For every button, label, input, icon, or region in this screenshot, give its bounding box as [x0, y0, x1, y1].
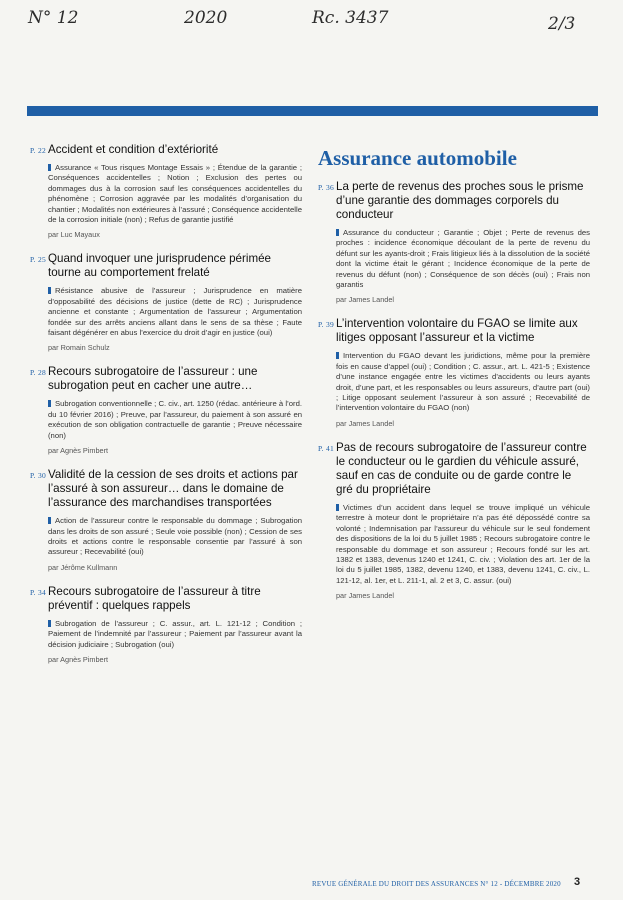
- article-title: Recours subrogatoire de l’assureur : une subrogation peut en cacher une autre…: [48, 365, 258, 393]
- page-ref: P. 28: [30, 368, 47, 378]
- bullet-marker-icon: [336, 352, 339, 359]
- article-p30: [30, 468, 302, 572]
- bullet-marker-icon: [336, 229, 339, 236]
- bullet-marker-icon: [48, 517, 51, 524]
- section-title: Assurance automobile: [318, 146, 517, 170]
- article-title: Recours subrogatoire de l’assureur à titre préventif : quelques rappels: [48, 584, 261, 612]
- article-keywords-text: Assurance du conducteur ; Garantie ; Objet ; Perte de revenus des proches : incidence économique découlant de la perte de revenu du défunt sur les ayants-droit ; Frais litigieux liés à la dissolution de la société dont la victime était le gérant ; Incidence économique de la perte de revenus du défunt (non) ; Conséquence de son décès (oui) ; Frais non garantis: [336, 228, 590, 290]
- handwritten-pages: 2/3: [548, 14, 576, 34]
- page-number: 3: [574, 876, 581, 888]
- left-column: [30, 143, 302, 677]
- handwritten-year: 2020: [184, 8, 228, 28]
- page-ref: P. 36: [318, 183, 335, 192]
- article-keywords-text: Action de l’assureur contre le responsable du dommage ; Subrogation dans les droits de son assuré ; Seule voie possible (non) ; Cession de ses droits et actions contre le responsable consentie par l’assuré à son assureur ; Recevabilité (oui): [48, 516, 302, 557]
- bullet-marker-icon: [48, 287, 51, 294]
- article-title: Quand invoquer une jurisprudence périmée tourne au comportement frelaté: [48, 252, 271, 280]
- bullet-marker-icon: [336, 504, 339, 511]
- article-p25: [30, 252, 302, 352]
- article-author: par Jérôme Kullmann: [48, 562, 118, 572]
- article-author: par Agnès Pimbert: [48, 446, 109, 456]
- handwritten-number: N° 12: [28, 8, 79, 28]
- journal-footer: REVUE GÉNÉRALE DU DROIT DES ASSURANCES N° 12 - DÉCEMBRE 2020: [312, 880, 561, 888]
- article-author: par James Landel: [336, 295, 395, 305]
- article-keywords: [336, 351, 590, 413]
- right-column: [318, 143, 590, 613]
- article-keywords: [48, 516, 302, 558]
- handwritten-reference: Rc. 3437: [312, 8, 389, 28]
- page-ref: P. 34: [30, 587, 47, 597]
- header-rule: [27, 106, 598, 116]
- page-ref: P. 41: [318, 443, 335, 453]
- article-author: par Agnès Pimbert: [48, 654, 109, 664]
- article-keywords-text: Assurance « Tous risques Montage Essais » ; Étendue de la garantie ; Conséquences accidentelles ; Notion ; Exclusion des pertes ou dommages dus à la corrosion sauf les conséquences accidentelles du phénomène ; Corrosion aggravée par les modalités d’organisation du chantier ; Modalités non extérieures à l’assuré ; Conséquence accidentelle de la corrosion initiale (non) ; Refus de garantie justifié: [48, 163, 302, 225]
- article-p34: [30, 585, 302, 664]
- article-keywords-text: Intervention du FGAO devant les juridictions, même pour la première fois en cause d’appel (oui) ; Condition ; C. assur., art. L. 421-5 ; Existence d’une instance engagée entre les victimes d’accidents ou leurs ayants droit, d’une part, et les responsables ou leurs assureurs, d’autre part (oui) ; Litige opposant seulement l’assureur à son assuré ; Recevabilité de l’intervention volontaire du FGAO (non): [336, 351, 590, 413]
- page-ref: P. 25: [30, 255, 47, 265]
- article-keywords: [336, 228, 590, 290]
- article-title: Pas de recours subrogatoire de l’assureur contre le conducteur ou le gardien du véhicule assuré, sauf en cas de conduite ou de garde contre le gré du propriétaire: [336, 440, 587, 496]
- article-keywords-text: Subrogation de l’assureur ; C. assur., art. L. 121-12 ; Condition ; Paiement de l’indemnité par l’assureur ; Paiement par l’assureur avant la décision judiciaire ; Subrogation (oui): [48, 618, 302, 649]
- article-title: Accident et condition d’extériorité: [48, 143, 219, 156]
- article-p36: [318, 180, 590, 304]
- article-p39: [318, 317, 590, 427]
- article-keywords: [48, 286, 302, 338]
- article-keywords: [48, 619, 302, 650]
- page-ref: P. 30: [30, 471, 47, 481]
- article-keywords-text: Victimes d’un accident dans lequel se trouve impliqué un véhicule terrestre à moteur dont le propriétaire n’a pas été dépossédé contre sa volonté ; Indemnisation par l’assureur du véhicule sur le seul fondement des dispositions de la loi du 5 juillet 1985 ; Recours subrogatoire contre le responsable du dommage et son assureur ; Recours fondé sur les art. 1382 et 1383, devenus 1240 et 1241, C. civ. ; Violation des art. 1er de la loi du 5 juillet 1985, 1382, devenu 1240, et 1383, devenu 1241, C. civ., L. 121-12, al. 1er, et L. 211-1, al. 2 et 3, C. assur. (oui): [336, 502, 590, 585]
- bullet-marker-icon: [48, 400, 51, 407]
- article-author: par Romain Schulz: [48, 343, 110, 353]
- article-author: par James Landel: [336, 418, 395, 428]
- article-author: par James Landel: [336, 591, 395, 601]
- page-ref: P. 22: [30, 146, 47, 155]
- article-p28: [30, 365, 302, 455]
- article-title: Validité de la cession de ses droits et actions par l’assuré à son assureur… dans le domaine de l’assurance des marchandises transportées: [48, 468, 298, 510]
- article-p41: [318, 441, 590, 600]
- page-ref: P. 39: [318, 320, 335, 330]
- article-keywords: [336, 503, 590, 586]
- article-keywords-text: Subrogation conventionnelle ; C. civ., art. 1250 (rédac. antérieure à l’ord. du 10 février 2016) ; Preuve, par l’assureur, du paiement à son assuré en exécution de son obligation contractuelle de garantie ; Preuve nécessaire (non): [48, 399, 302, 440]
- article-p22: [30, 143, 302, 239]
- article-keywords-text: Résistance abusive de l’assureur ; Jurisprudence en matière d’opposabilité des décisions de justice (dette de RC) ; Jurisprudence ancienne et constante ; Argumentation de l’assureur ; Argumentation fondée sur des arrêts anciens allant dans le sens de sa thèse ; Faute faisant dégénérer en abus l’exercice du droit d’agir en justice (oui): [48, 286, 302, 338]
- article-title: L’intervention volontaire du FGAO se limite aux litiges opposant l’assureur et la victime: [336, 317, 578, 345]
- article-keywords: [48, 163, 302, 225]
- bullet-marker-icon: [48, 620, 51, 627]
- article-author: par Luc Mayaux: [48, 230, 100, 240]
- article-title: La perte de revenus des proches sous le prisme d’une garantie des dommages corporels du conducteur: [336, 180, 584, 221]
- bullet-marker-icon: [48, 164, 51, 171]
- article-keywords: [48, 399, 302, 441]
